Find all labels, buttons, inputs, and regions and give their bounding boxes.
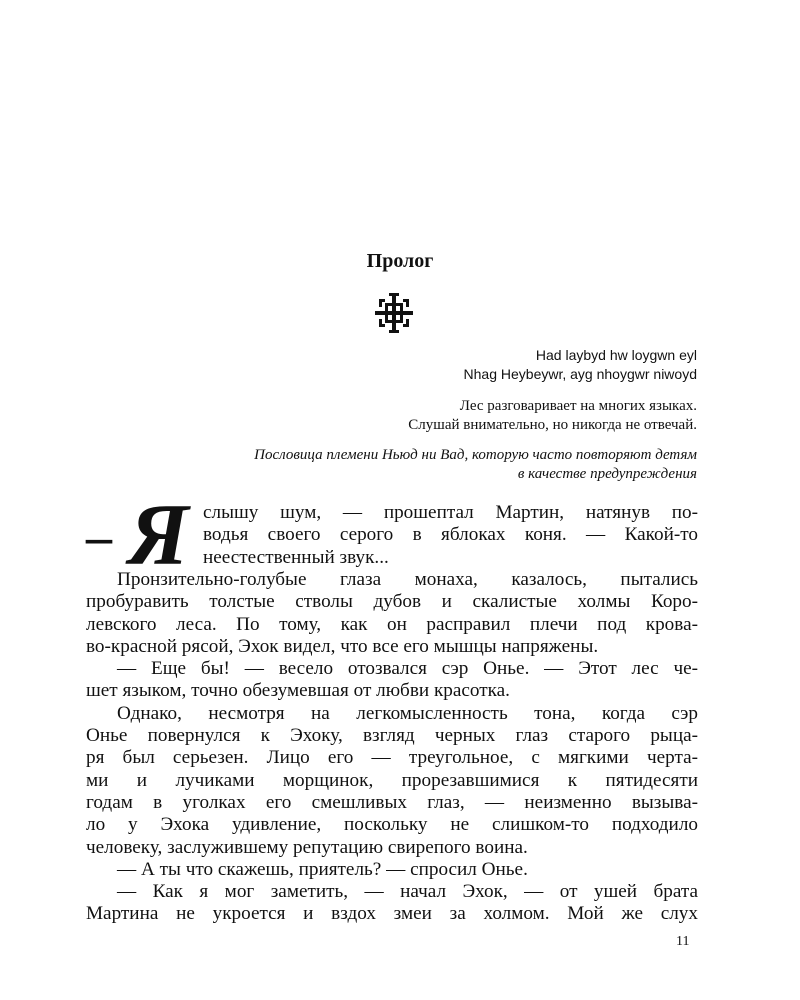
epigraph-translation-line: Слушай внимательно, но никогда не отвечай. bbox=[408, 417, 697, 433]
epigraph-source bbox=[97, 446, 697, 484]
epigraph-original-line: Nhag Heybeywr, ayg nhoygwr niwoyd bbox=[463, 366, 697, 382]
text-line: человеку, заслужившему репутацию свирепого воина. bbox=[86, 836, 528, 858]
page-number: 11 bbox=[676, 934, 690, 949]
text-line: Пронзительно-голубые глаза монаха, казалось, пытались bbox=[117, 569, 698, 590]
page-title: Пролог bbox=[366, 250, 434, 272]
text-line: — Как я мог заметить, — начал Эхок, — от ушей брата bbox=[117, 881, 698, 903]
text-line: — А ты что скажешь, приятель? — спросил Онье. bbox=[117, 858, 528, 880]
text-line: Онье повернулся к Эхоку, взгляд черных глаз старого рыца- bbox=[86, 725, 698, 747]
text-line: ми и лучиками морщинок, прорезавшимися к пятидесяти bbox=[86, 769, 698, 791]
paragraph bbox=[86, 881, 698, 926]
text-line: шет языком, точно обезумевшая от любви красотка. bbox=[86, 680, 510, 702]
paragraph bbox=[86, 859, 698, 881]
text-line: годам в уголках его смешливых глаз, — неизменно вызыва- bbox=[86, 791, 698, 813]
text-line: левского леса. По тому, как он расправил плечи под крова- bbox=[86, 613, 698, 635]
text-line: Однако, несмотря на легкомысленность тона, когда сэр bbox=[117, 702, 698, 724]
body-text bbox=[86, 487, 698, 926]
text-line: слышу шум, — прошептал Мартин, натянув по- bbox=[203, 502, 698, 523]
epigraph-source-line: в качестве предупреждения bbox=[517, 466, 697, 482]
epigraph-original bbox=[97, 346, 697, 384]
epigraph-translation bbox=[97, 397, 697, 435]
epigraph-source-line: Пословица племени Ньюд ни Вад, которую часто повторяют детям bbox=[254, 447, 697, 463]
text-line: ря был серьезен. Лицо его — треугольное, с мягкими черта- bbox=[86, 747, 698, 769]
text-line: водья своего серого в яблоках коня. — Какой-то bbox=[203, 524, 698, 546]
drop-cap-lines bbox=[203, 502, 698, 569]
drop-cap: Я bbox=[128, 487, 189, 584]
paragraph bbox=[86, 703, 698, 859]
text-line: во-красной рясой, Эхок видел, что все его мышцы напряжены. bbox=[86, 635, 599, 657]
paragraph bbox=[86, 658, 698, 703]
text-line: ло у Эхока удивление, поскольку не слишком-то подходило bbox=[86, 814, 698, 836]
text-line: Мартина не укроется и вздох змеи за холмом. Мой же слух bbox=[86, 903, 698, 925]
text-line: пробуравить толстые стволы дубов и скалистые холмы Коро- bbox=[86, 591, 698, 613]
text-line: неестественный звук... bbox=[203, 546, 389, 568]
ornament-icon bbox=[372, 293, 416, 333]
epigraph-translation-line: Лес разговаривает на многих языках. bbox=[459, 398, 697, 414]
dialogue-dash: – bbox=[86, 509, 112, 566]
text-line: — Еще бы! — весело отозвался сэр Онье. — Этот лес че- bbox=[117, 658, 698, 680]
epigraph-original-line: Had laybyd hw loygwn eyl bbox=[535, 347, 697, 363]
